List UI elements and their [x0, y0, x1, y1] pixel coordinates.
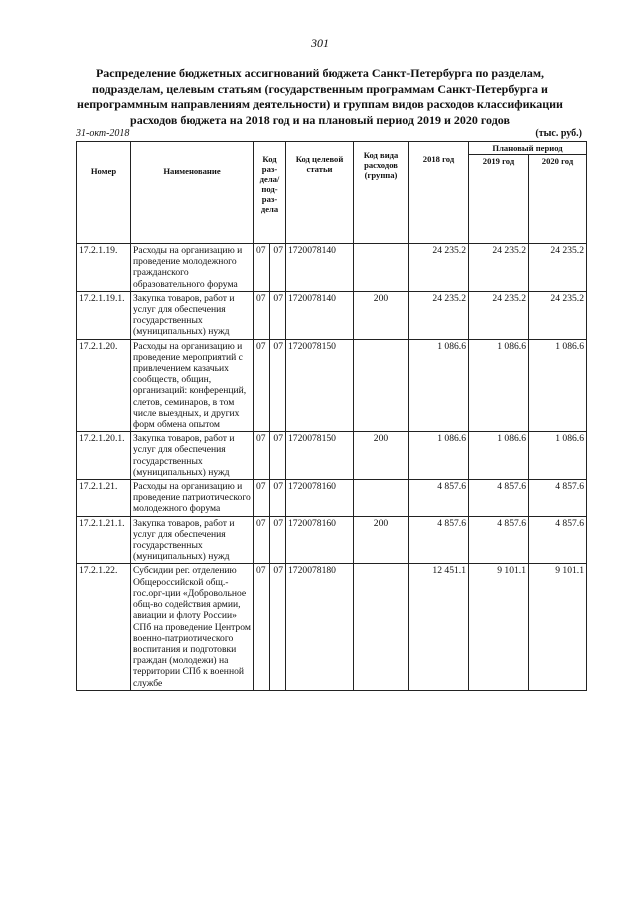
table-header-row	[77, 142, 587, 155]
row-name: Расходы на организацию и проведение патриотического молодежного форума	[131, 480, 254, 517]
row-expense-type	[354, 339, 409, 432]
row-number: 17.2.1.19.1.	[77, 291, 131, 339]
document-date: 31-окт-2018	[76, 128, 130, 139]
table-row	[77, 480, 587, 517]
row-section: 07	[254, 480, 270, 517]
table-row	[77, 244, 587, 292]
row-subsection: 07	[270, 564, 286, 690]
row-amount-2018: 24 235.2	[409, 291, 469, 339]
row-expense-type	[354, 564, 409, 690]
header-year-2020: 2020 год	[529, 155, 587, 244]
header-planned-period: Плановый период	[469, 142, 587, 155]
row-target-code: 1720078150	[286, 432, 354, 480]
row-expense-type: 200	[354, 291, 409, 339]
row-number: 17.2.1.20.	[77, 339, 131, 432]
row-number: 17.2.1.22.	[77, 564, 131, 690]
row-amount-2019: 4 857.6	[469, 480, 529, 517]
row-amount-2019: 9 101.1	[469, 564, 529, 690]
table-row	[77, 516, 587, 564]
table-body	[77, 244, 587, 691]
row-amount-2020: 9 101.1	[529, 564, 587, 690]
row-name: Закупка товаров, работ и услуг для обеспечения государственных (муниципальных) нужд	[131, 432, 254, 480]
row-amount-2018: 12 451.1	[409, 564, 469, 690]
row-amount-2019: 1 086.6	[469, 339, 529, 432]
row-amount-2018: 4 857.6	[409, 480, 469, 517]
row-section: 07	[254, 244, 270, 292]
row-target-code: 1720078140	[286, 244, 354, 292]
table-row	[77, 291, 587, 339]
row-name: Закупка товаров, работ и услуг для обеспечения государственных (муниципальных) нужд	[131, 291, 254, 339]
row-amount-2020: 24 235.2	[529, 291, 587, 339]
row-subsection: 07	[270, 432, 286, 480]
row-section: 07	[254, 339, 270, 432]
budget-table	[76, 141, 587, 691]
row-expense-type	[354, 244, 409, 292]
row-target-code: 1720078160	[286, 480, 354, 517]
row-subsection: 07	[270, 244, 286, 292]
header-name: Наименование	[131, 142, 254, 244]
page-number: 301	[311, 36, 329, 50]
row-number: 17.2.1.19.	[77, 244, 131, 292]
row-number: 17.2.1.21.	[77, 480, 131, 517]
row-target-code: 1720078150	[286, 339, 354, 432]
row-section: 07	[254, 564, 270, 690]
row-name: Закупка товаров, работ и услуг для обеспечения государственных (муниципальных) нужд	[131, 516, 254, 564]
row-subsection: 07	[270, 291, 286, 339]
row-target-code: 1720078160	[286, 516, 354, 564]
row-amount-2018: 1 086.6	[409, 339, 469, 432]
row-amount-2019: 24 235.2	[469, 291, 529, 339]
row-expense-type	[354, 480, 409, 517]
row-amount-2018: 24 235.2	[409, 244, 469, 292]
row-amount-2020: 24 235.2	[529, 244, 587, 292]
row-section: 07	[254, 291, 270, 339]
row-amount-2018: 1 086.6	[409, 432, 469, 480]
row-target-code: 1720078180	[286, 564, 354, 690]
row-section: 07	[254, 516, 270, 564]
row-amount-2020: 1 086.6	[529, 432, 587, 480]
header-year-2018: 2018 год	[409, 142, 469, 244]
row-subsection: 07	[270, 339, 286, 432]
row-number: 17.2.1.20.1.	[77, 432, 131, 480]
table-row	[77, 339, 587, 432]
row-section: 07	[254, 432, 270, 480]
row-name: Расходы на организацию и проведение молодежного гражданского образовательного форума	[131, 244, 254, 292]
row-amount-2019: 1 086.6	[469, 432, 529, 480]
header-expense-type-code: Код вида расходов (группа)	[354, 142, 409, 244]
row-amount-2019: 24 235.2	[469, 244, 529, 292]
row-number: 17.2.1.21.1.	[77, 516, 131, 564]
table-row	[77, 564, 587, 690]
table-row	[77, 432, 587, 480]
row-target-code: 1720078140	[286, 291, 354, 339]
row-amount-2020: 4 857.6	[529, 480, 587, 517]
header-year-2019: 2019 год	[469, 155, 529, 244]
row-amount-2020: 1 086.6	[529, 339, 587, 432]
row-amount-2020: 4 857.6	[529, 516, 587, 564]
header-target-code: Код целевой статьи	[286, 142, 354, 244]
row-amount-2018: 4 857.6	[409, 516, 469, 564]
row-expense-type: 200	[354, 516, 409, 564]
header-number: Номер	[77, 142, 131, 244]
row-amount-2019: 4 857.6	[469, 516, 529, 564]
row-subsection: 07	[270, 516, 286, 564]
row-expense-type: 200	[354, 432, 409, 480]
row-name: Расходы на организацию и проведение мероприятий с привлечением казачьих сообществ, общин, организаций: конференций, слетов, семинаров, в том числе выездных, и других форм обмена опытом	[131, 339, 254, 432]
header-section-code: Код раз-дела/ под-раз-дела	[254, 142, 286, 244]
unit-label: (тыс. руб.)	[535, 128, 582, 139]
document-title: Распределение бюджетных ассигнований бюджета Санкт-Петербурга по разделам, подразделам, целевым статьям (государственным программам Санкт-Петербурга и непрограммным направлениям деятельности) и группам видов расходов классификации расходов бюджета на 2018 год и на плановый период 2019 и 2020 годов	[77, 66, 563, 127]
row-subsection: 07	[270, 480, 286, 517]
row-name: Субсидии рег. отделению Общероссийской общ.-гос.орг-ции «Добровольное общ-во содействия армии, авиации и флоту России» СПб на проведение Центром военно-патриотического воспитания и подготовки граждан (молодежи) на территории СПб к военной службе	[131, 564, 254, 690]
